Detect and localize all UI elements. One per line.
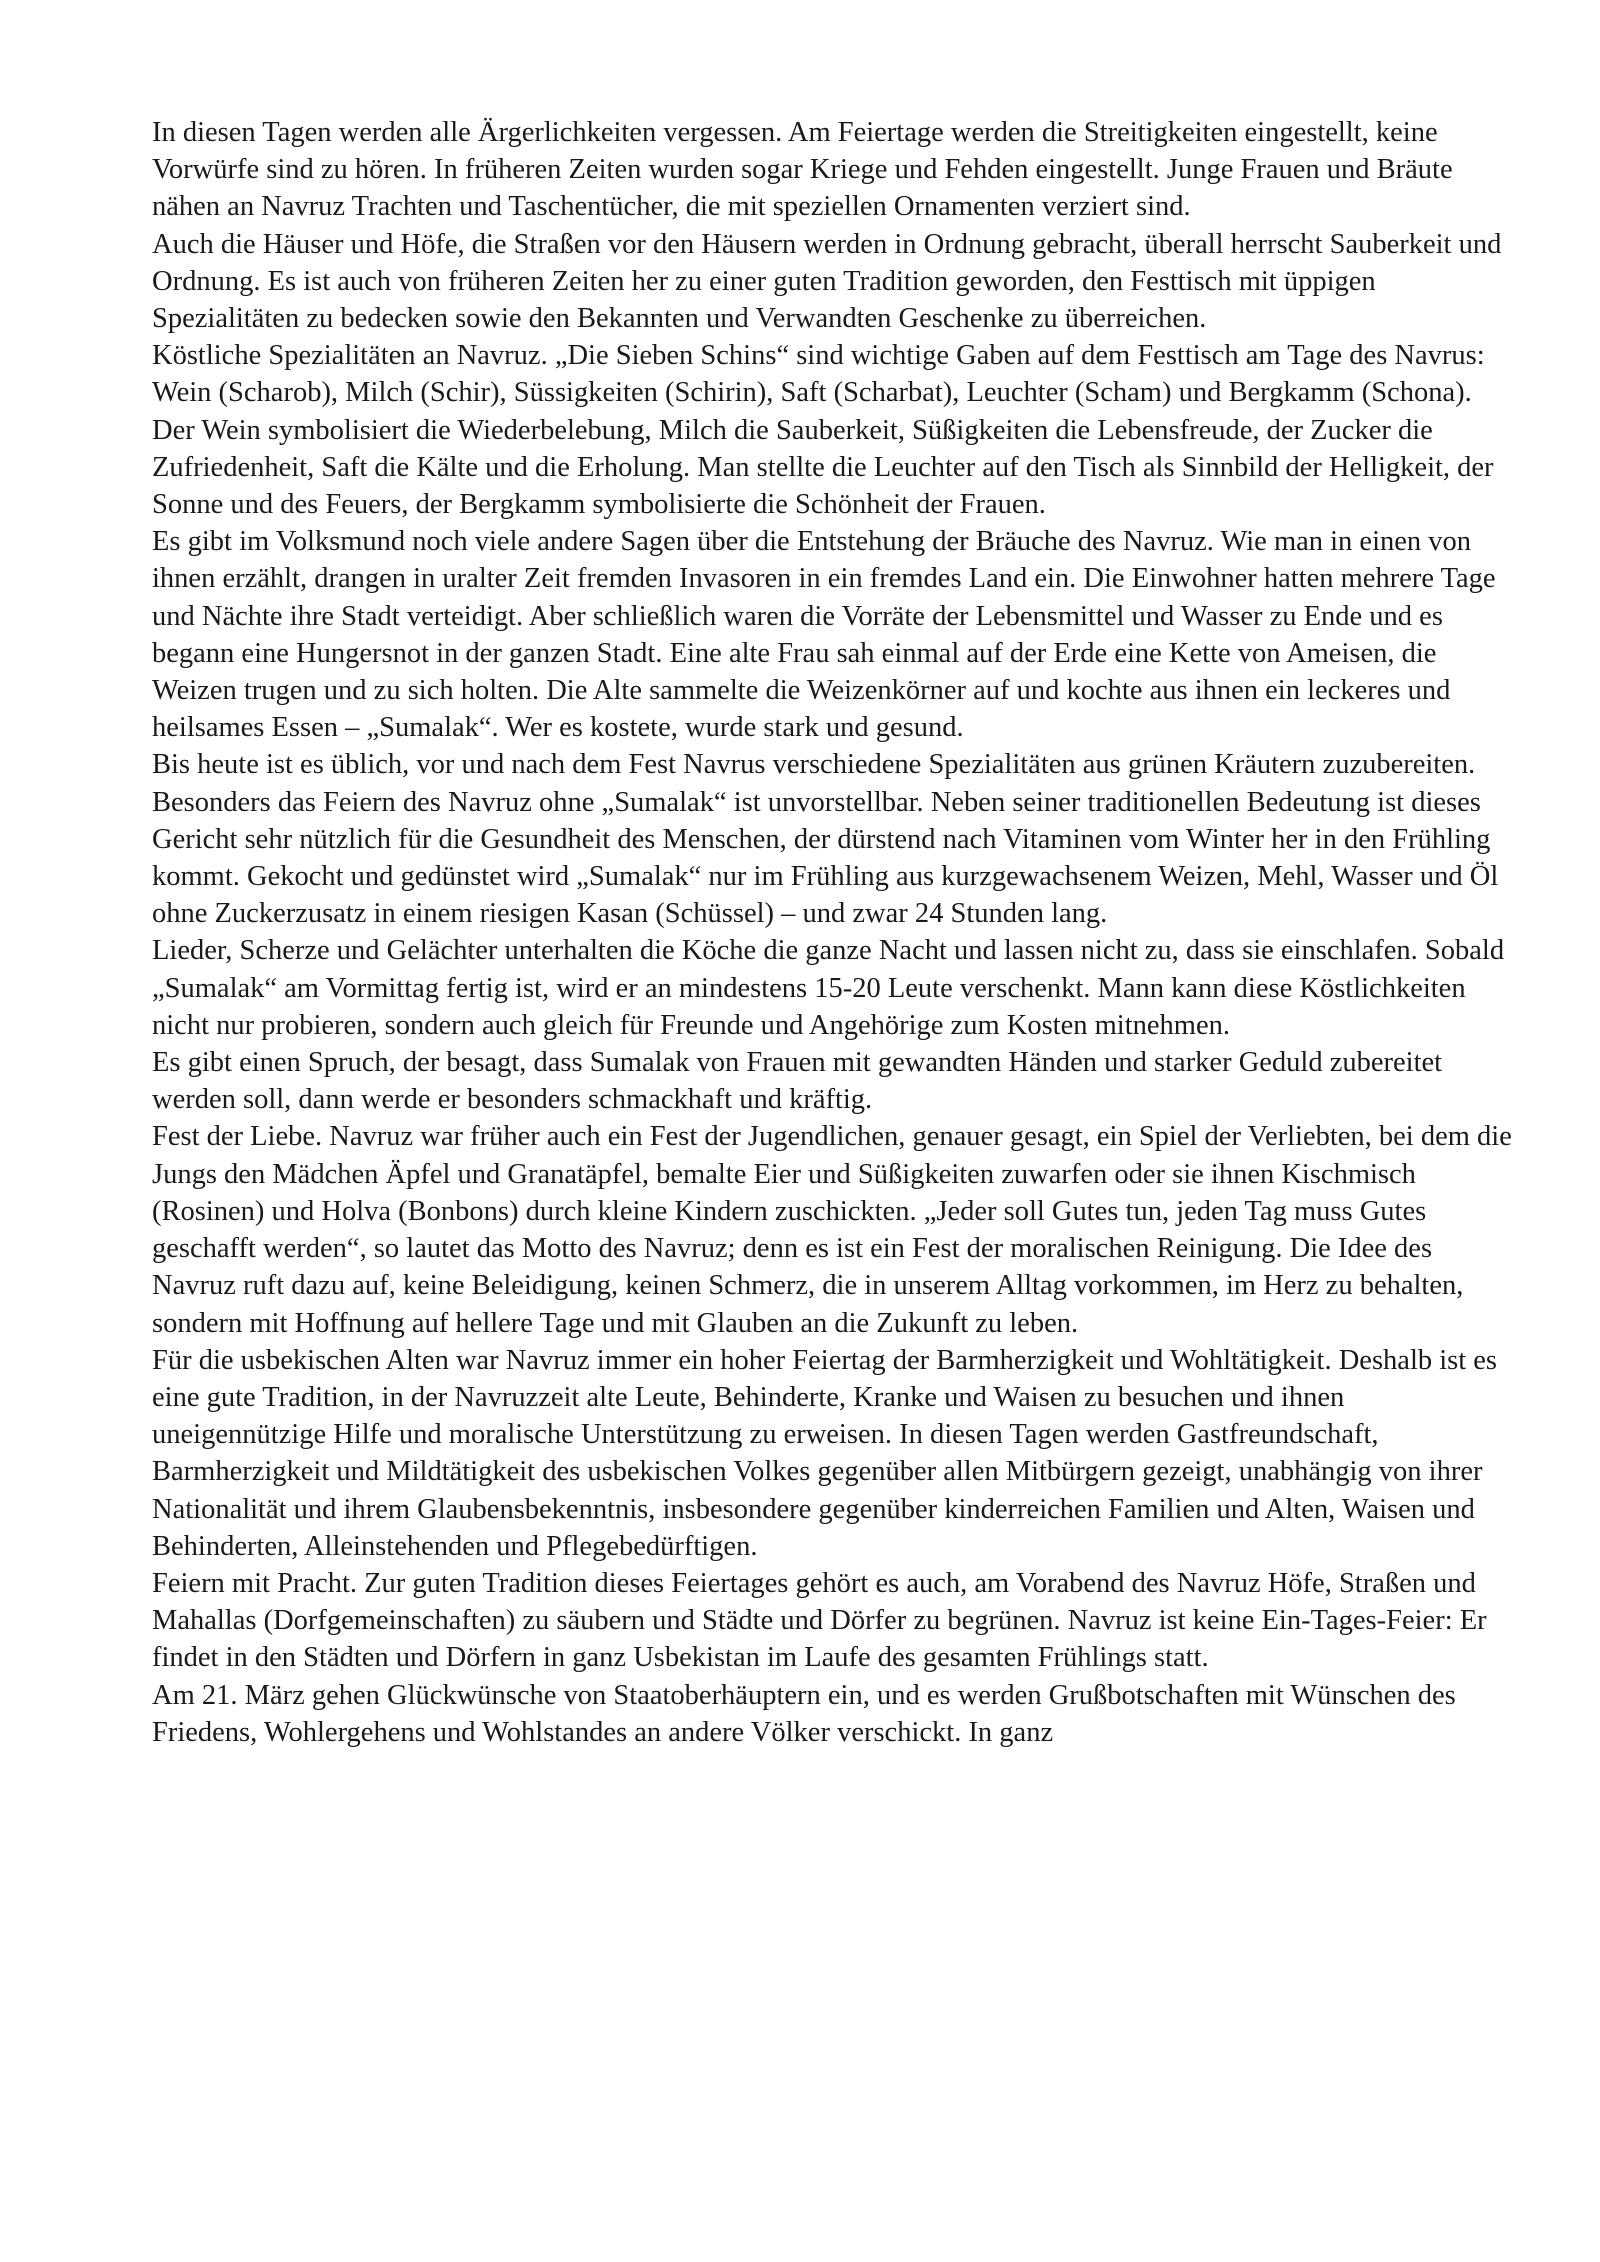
paragraph: Bis heute ist es üblich, vor und nach dem Fest Navrus verschiedene Spezialitäten aus grünen Kräutern zuzubereiten. Besonders das Feiern des Navruz ohne „Sumalak“ ist unvorstellbar. Neben seiner traditionellen Bedeutung ist dieses Gericht sehr nützlich für die Gesundheit des Menschen, der dürstend nach Vitaminen vom Winter her in den Frühling kommt. Gekocht und gedünstet wird „Sumalak“ nur im Frühling aus kurzgewachsenem Weizen, Mehl, Wasser und Öl ohne Zuckerzusatz in einem riesigen Kasan (Schüssel) – und zwar 24 Stunden lang. — [152, 749, 1499, 930]
paragraph: Auch die Häuser und Höfe, die Straßen vor den Häusern werden in Ordnung gebracht, überall herrscht Sauberkeit und Ordnung. Es ist auch von früheren Zeiten her zu einer guten Tradition geworden, den Festtisch mit üppigen Spezialitäten zu bedecken sowie den Bekannten und Verwandten Geschenke zu überreichen. — [152, 228, 1502, 335]
paragraph: Lieder, Scherze und Gelächter unterhalten die Köche die ganze Nacht und lassen nicht zu, dass sie einschlafen. Sobald „Sumalak“ am Vormittag fertig ist, wird er an mindestens 15-20 Leute verschenkt. Mann kann diese Köstlichkeiten nicht nur probieren, sondern auch gleich für Freunde und Angehörige zum Kosten mitnehmen. — [152, 935, 1505, 1041]
paragraph: Am 21. März gehen Glückwünsche von Staatoberhäuptern ein, und es werden Grußbotschaften mit Wünschen des Friedens, Wohlergehens und Wohlstandes an andere Völker verschickt. In ganz — [152, 1679, 1456, 1748]
paragraph: Köstliche Spezialitäten an Navruz. „Die Sieben Schins“ sind wichtige Gaben auf dem Festtisch am Tage des Navrus: Wein (Scharob), Milch (Schir), Süssigkeiten (Schirin), Saft (Scharbat), Leuchter (Scham) und Bergkamm (Schona). Der Wein symbolisiert die Wiederbelebung, Milch die Sauberkeit, Süßigkeiten die Lebensfreude, der Zucker die Zufriedenheit, Saft die Kälte und die Erholung. Man stellte die Leuchter auf den Tisch als Sinnbild der Helligkeit, der Sonne und des Feuers, der Bergkamm symbolisierte die Schönheit der Frauen. — [152, 340, 1494, 521]
paragraph: Für die usbekischen Alten war Navruz immer ein hoher Feiertag der Barmherzigkeit und Wohltätigkeit. Deshalb ist es eine gute Tradition, in der Navruzzeit alte Leute, Behinderte, Kranke und Waisen zu besuchen und ihnen uneigennützige Hilfe und moralische Unterstützung zu erweisen. In diesen Tagen werden Gastfreundschaft, Barmherzigkeit und Mildtätigkeit des usbekischen Volkes gegenüber allen Mitbürgern gezeigt, unabhängig von ihrer Nationalität und ihrem Glaubensbekenntnis, insbesondere gegenüber kinderreichen Familien und Alten, Waisen und Behinderten, Alleinstehenden und Pflegebedürftigen. — [152, 1344, 1498, 1562]
paragraph: Es gibt einen Spruch, der besagt, dass Sumalak von Frauen mit gewandten Händen und starker Geduld zubereitet werden soll, dann werde er besonders schmackhaft und kräftig. — [152, 1047, 1443, 1116]
document-page — [152, 114, 1512, 1751]
paragraph: Feiern mit Pracht. Zur guten Tradition dieses Feiertages gehört es auch, am Vorabend des Navruz Höfe, Straßen und Mahallas (Dorfgemeinschaften) zu säubern und Städte und Dörfer zu begrünen. Navruz ist keine Ein-Tages-Feier: Er findet in den Städten und Dörfern in ganz Usbekistan im Laufe des gesamten Frühlings statt. — [152, 1567, 1487, 1674]
paragraph: Fest der Liebe. Navruz war früher auch ein Fest der Jugendlichen, genauer gesagt, ein Spiel der Verliebten, bei dem die Jungs den Mädchen Äpfel und Granatäpfel, bemalte Eier und Süßigkeiten zuwarfen oder sie ihnen Kischmisch (Rosinen) und Holva (Bonbons) durch kleine Kindern zuschickten. „Jeder soll Gutes tun, jeden Tag muss Gutes geschafft werden“, so lautet das Motto des Navruz; denn es ist ein Fest der moralischen Reinigung. Die Idee des Navruz ruft dazu auf, keine Beleidigung, keinen Schmerz, die in unserem Alltag vorkommen, im Herz zu behalten, sondern mit Hoffnung auf hellere Tage und mit Glauben an die Zukunft zu leben. — [152, 1121, 1512, 1339]
paragraph: In diesen Tagen werden alle Ärgerlichkeiten vergessen. Am Feiertage werden die Streitigkeiten eingestellt, keine Vorwürfe sind zu hören. In früheren Zeiten wurden sogar Kriege und Fehden eingestellt. Junge Frauen und Bräute nähen an Navruz Trachten und Taschentücher, die mit speziellen Ornamenten verziert sind. — [152, 117, 1453, 223]
paragraph: Es gibt im Volksmund noch viele andere Sagen über die Entstehung der Bräuche des Navruz. Wie man in einen von ihnen erzählt, drangen in uralter Zeit fremden Invasoren in ein fremdes Land ein. Die Einwohner hatten mehrere Tage und Nächte ihre Stadt verteidigt. Aber schließlich waren die Vorräte der Lebensmittel und Wasser zu Ende und es begann eine Hungersnot in der ganzen Stadt. Eine alte Frau sah einmal auf der Erde eine Kette von Ameisen, die Weizen trugen und zu sich holten. Die Alte sammelte die Weizenkörner auf und kochte aus ihnen ein leckeres und heilsames Essen – „Sumalak“. Wer es kostete, wurde stark und gesund. — [152, 526, 1496, 744]
